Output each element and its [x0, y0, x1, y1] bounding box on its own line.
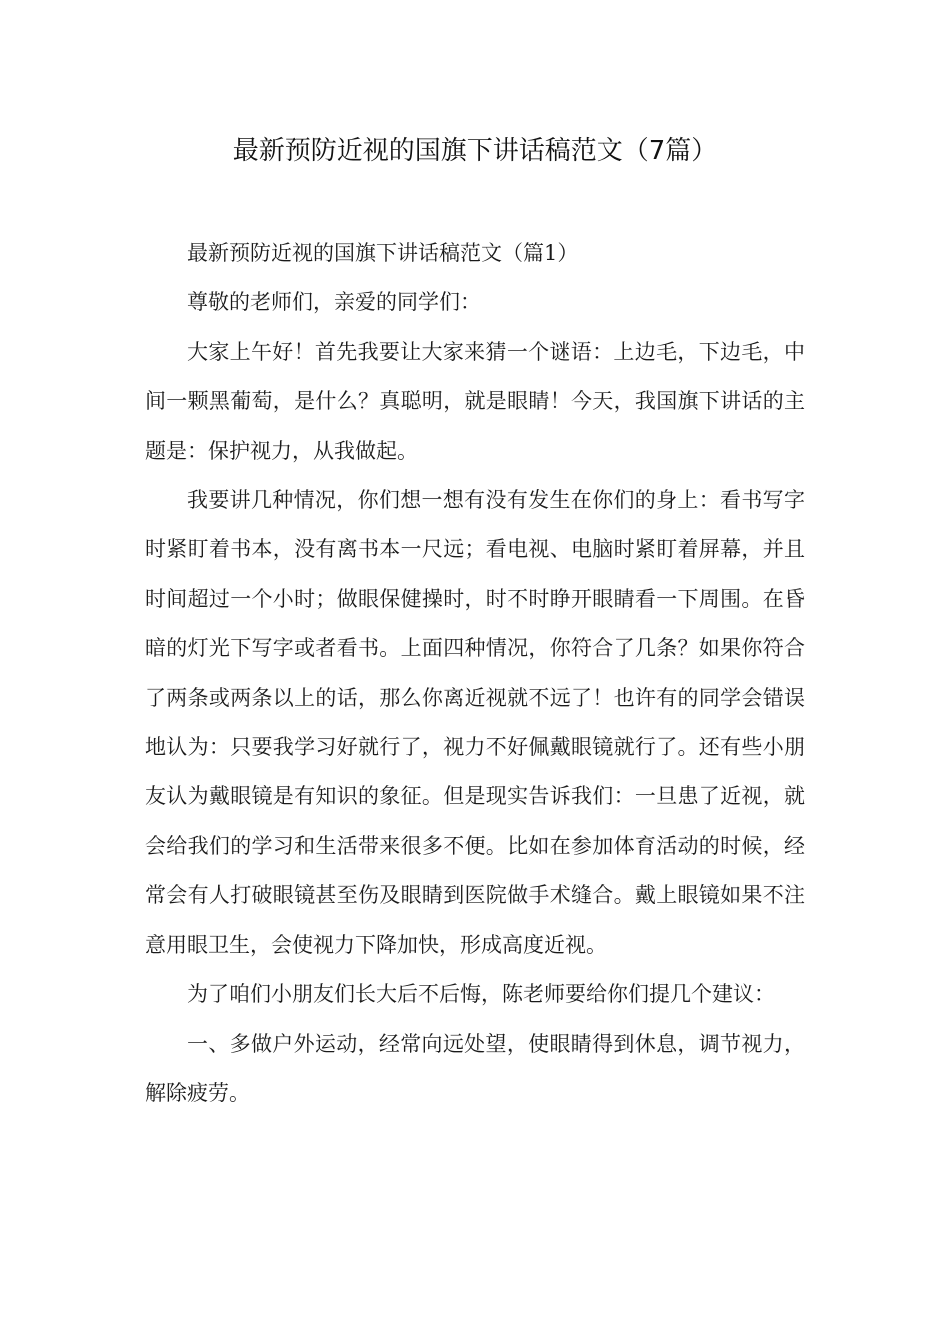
section-heading: 最新预防近视的国旗下讲话稿范文（篇1）	[187, 241, 579, 265]
body-paragraph: 一、多做户外运动，经常向远处望，使眼睛得到休息，调节视力，解除疲劳。	[145, 1031, 805, 1105]
document-title: 最新预防近视的国旗下讲话稿范文（7篇）	[232, 136, 718, 166]
body-paragraph: 大家上午好！首先我要让大家来猜一个谜语：上边毛，下边毛，中间一颗黑葡萄，是什么？真聪明，就是眼睛！今天，我国旗下讲话的主题是：保护视力，从我做起。	[145, 339, 805, 463]
document-body	[145, 229, 805, 1118]
salutation: 尊敬的老师们，亲爱的同学们：	[187, 290, 481, 315]
body-paragraph: 为了咱们小朋友们长大后不后悔，陈老师要给你们提几个建议：	[187, 982, 775, 1007]
body-paragraph: 我要讲几种情况，你们想一想有没有发生在你们的身上：看书写字时紧盯着书本，没有离书本一尺远；看电视、电脑时紧盯着屏幕，并且时间超过一个小时；做眼保健操时，时不时睁开眼睛看一下周围。在昏暗的灯光下写字或者看书。上面四种情况，你符合了几条？如果你符合了两条或两条以上的话，那么你离近视就不远了！也许有的同学会错误地认为：只要我学习好就行了，视力不好佩戴眼镜就行了。还有些小朋友认为戴眼镜是有知识的象征。但是现实告诉我们：一旦患了近视，就会给我们的学习和生活带来很多不便。比如在参加体育活动的时候，经常会有人打破眼镜甚至伤及眼睛到医院做手术缝合。戴上眼镜如果不注意用眼卫生，会使视力下降加快，形成高度近视。	[145, 488, 805, 957]
